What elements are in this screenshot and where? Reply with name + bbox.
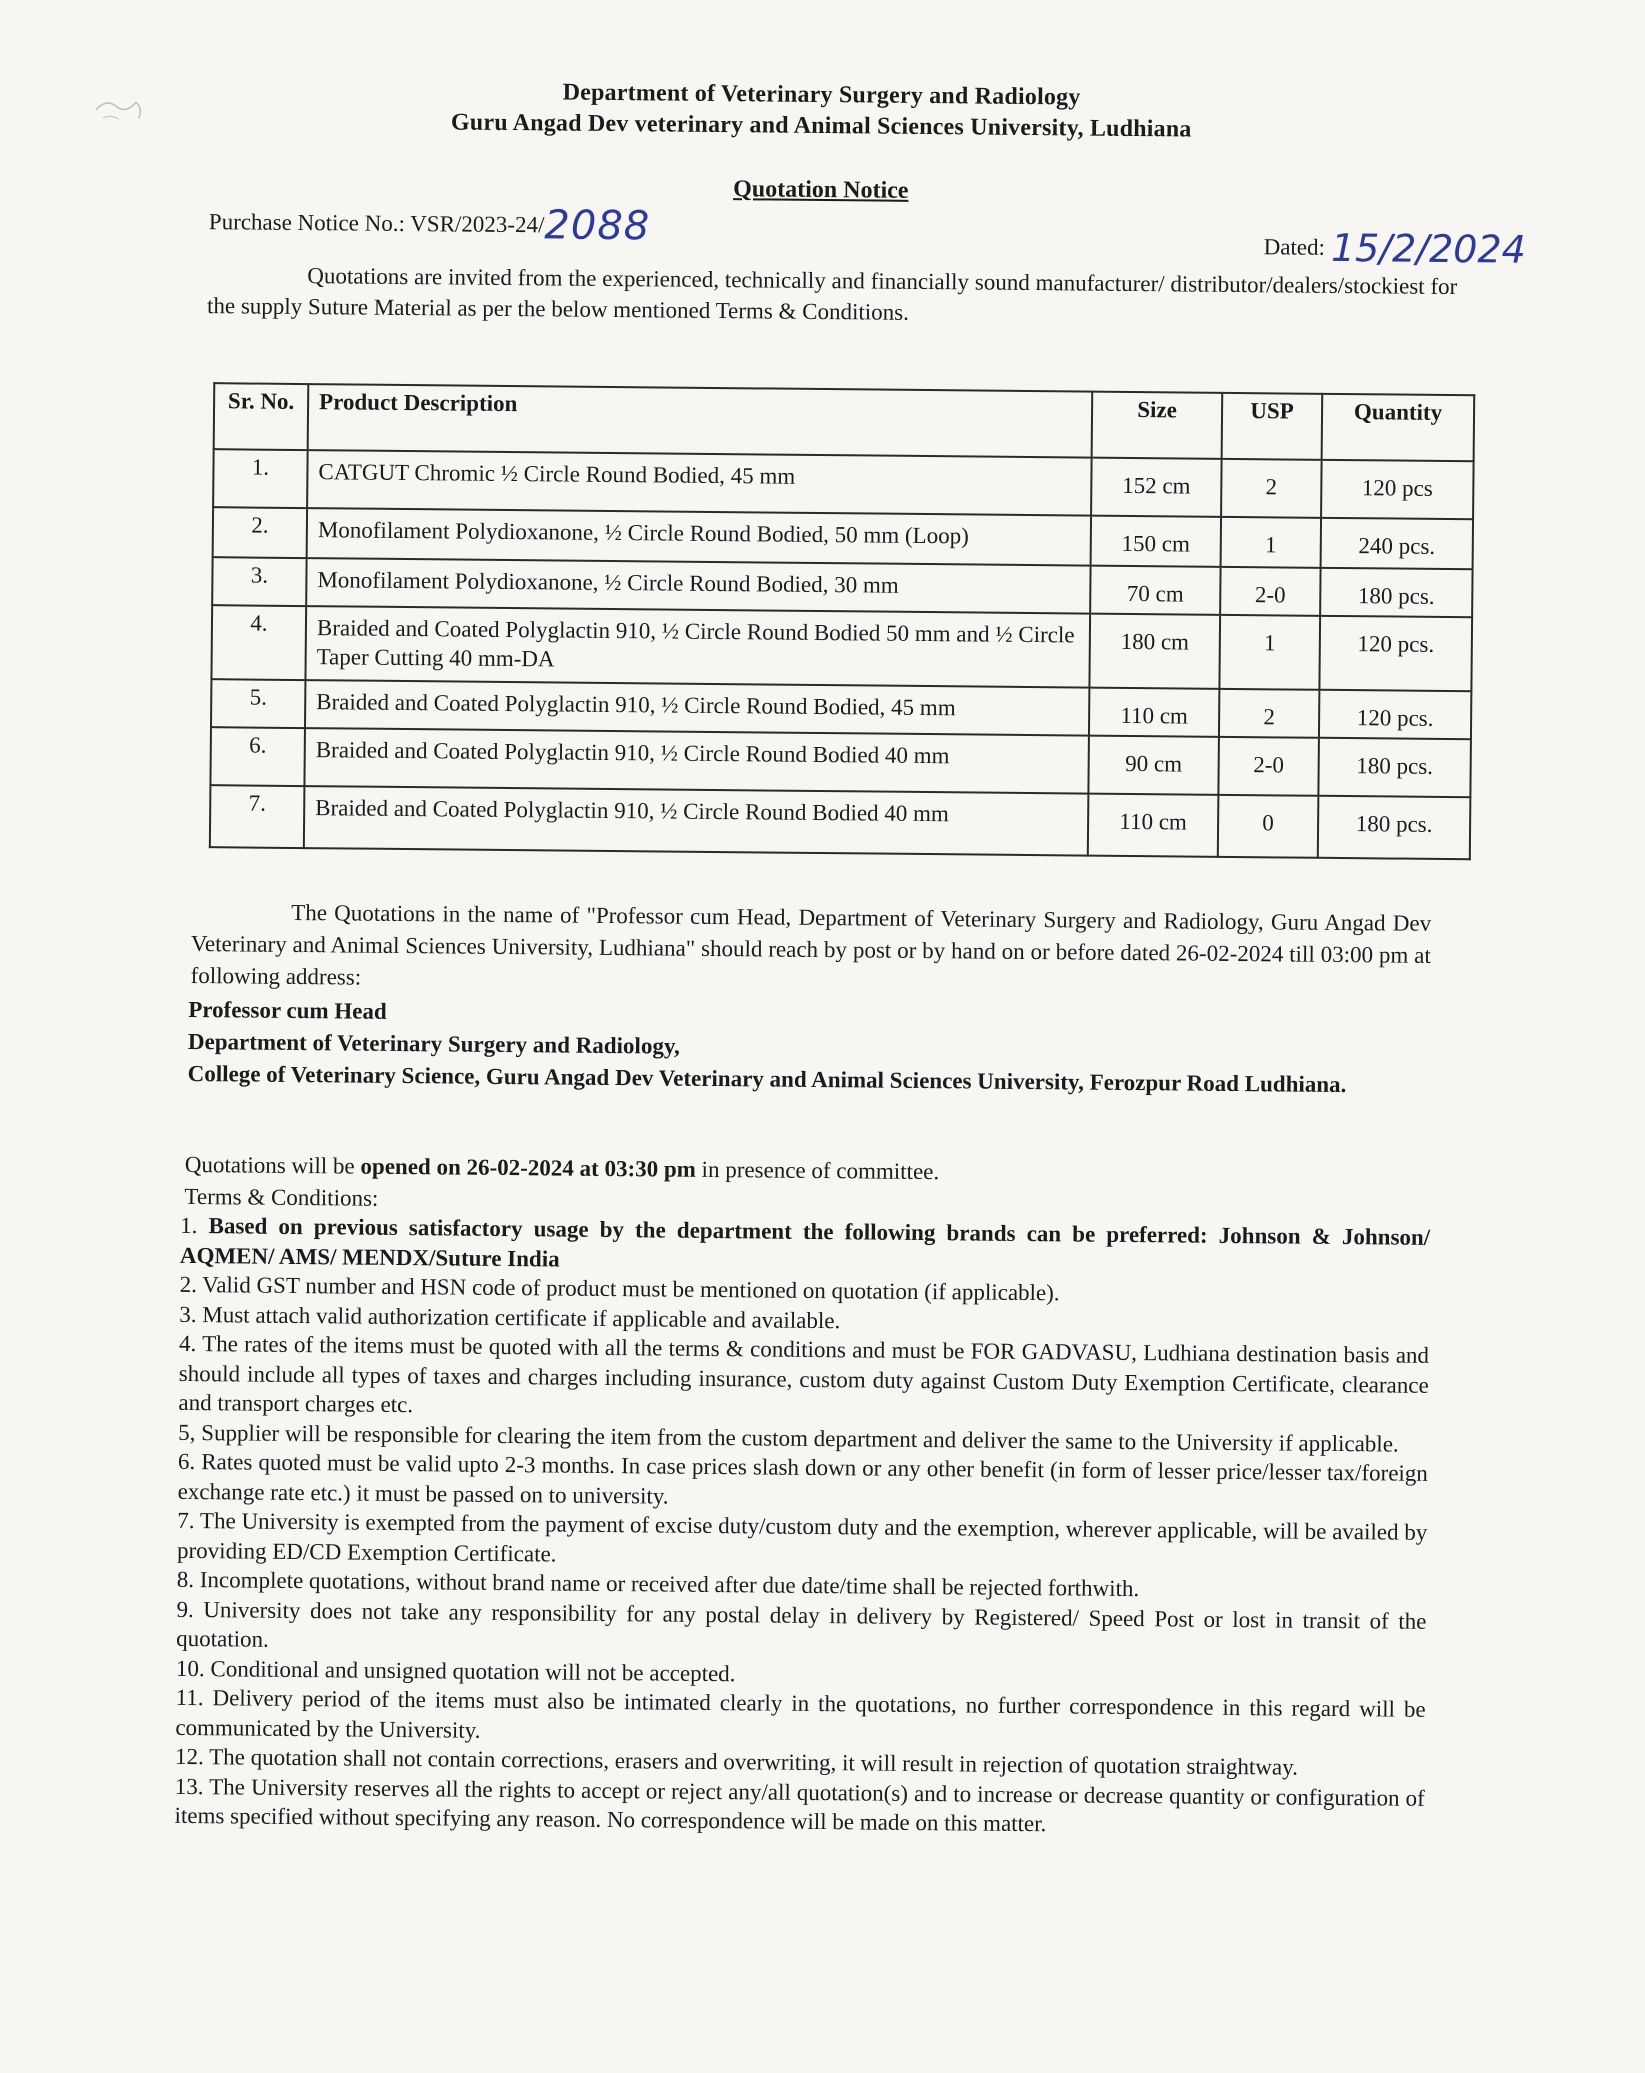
cell-sr-no: 6. — [210, 727, 305, 786]
items-table — [209, 382, 1475, 860]
cell-sr-no: 5. — [211, 679, 305, 728]
cell-sr-no: 4. — [211, 605, 306, 680]
term-item: 8. Incomplete quotations, without brand name or received after due date/time shall be rejected forthwith. — [176, 1566, 1140, 1602]
term-1-number: 1. — [180, 1212, 209, 1239]
cell-quantity: 120 pcs — [1321, 460, 1474, 519]
cell-description: CATGUT Chromic ½ Circle Round Bodied, 45 mm — [307, 450, 1092, 516]
term-item: 13. The University reserves all the rights to accept or reject any/all quotation(s) and to increase or decrease quantity or configuration of items specified without specifying any reason. No correspondence will be made on this matter. — [174, 1773, 1425, 1837]
table-row — [210, 785, 1471, 859]
table-header-row — [214, 383, 1475, 461]
cell-quantity: 180 pcs. — [1318, 796, 1471, 859]
header-size: Size — [1092, 392, 1223, 459]
cell-size: 180 cm — [1089, 614, 1220, 689]
cell-description: Braided and Coated Polyglactin 910, ½ Circle Round Bodied, 45 mm — [305, 680, 1089, 736]
cell-description: Monofilament Polydioxanone, ½ Circle Round Bodied, 30 mm — [306, 558, 1090, 614]
terms-heading: Terms & Conditions: — [184, 1183, 379, 1211]
cell-size: 110 cm — [1088, 794, 1219, 857]
purchase-notice-label: Purchase Notice No.: VSR/2023-24/ — [208, 209, 545, 238]
term-item: 12. The quotation shall not contain corrections, erasers and overwriting, it will result in rejection of quotation straightway. — [174, 1743, 1299, 1780]
submission-text: The Quotations in the name of "Professor cum Head, Department of Veterinary Surgery and Radiology, Guru Angad Dev Veterinary and Animal Sciences University, Ludhiana" should reach by post or by hand on or before dated 26-02-2024 till 03:00 pm at following address: — [190, 899, 1432, 990]
cell-sr-no: 3. — [212, 557, 306, 606]
header-sr-no: Sr. No. — [214, 383, 309, 450]
cell-sr-no: 2. — [213, 507, 307, 558]
term-item: 3. Must attach valid authorization certificate if applicable and available. — [179, 1301, 841, 1333]
cell-quantity: 180 pcs. — [1318, 738, 1471, 797]
term-item: 2. Valid GST number and HSN code of product must be mentioned on quotation (if applicable). — [179, 1271, 1060, 1306]
table-row — [211, 605, 1472, 691]
handwritten-date: 15/2/2024 — [1330, 225, 1527, 272]
term-item: 4. The rates of the items must be quoted with all the terms & conditions and must be FOR GADVASU, Ludhiana destination basis and should include all types of taxes and charges including insurance, custom duty against Custom Duty Exemption Certificate, clearance and transport charges etc. — [178, 1330, 1430, 1418]
submission-address — [188, 994, 1439, 1102]
term-item: 9. University does not take any responsibility for any postal delay in delivery by Registered/ Speed Post or lost in transit of the quotation. — [176, 1596, 1427, 1652]
header-product-description: Product Description — [308, 384, 1093, 458]
handwritten-notice-number: 2088 — [544, 202, 651, 250]
header-usp: USP — [1222, 393, 1323, 460]
header-quantity: Quantity — [1322, 394, 1475, 461]
purchase-notice-number — [208, 193, 651, 250]
cell-usp: 2 — [1219, 689, 1319, 738]
cell-size: 152 cm — [1091, 458, 1222, 517]
term-item: 6. Rates quoted must be valid upto 2-3 months. In case prices slash down or any other benefit (in form of lesser price/lesser tax/foreign exchange rate etc.) it must be passed on to university. — [177, 1448, 1429, 1509]
cell-size: 150 cm — [1091, 516, 1221, 567]
submission-paragraph — [190, 896, 1431, 1004]
address-line-2: Department of Veterinary Surgery and Radiology, — [187, 1028, 680, 1059]
university-heading: Guru Angad Dev veterinary and Animal Sciences University, Ludhiana — [450, 109, 1192, 143]
terms-list — [174, 1211, 1430, 1842]
cell-sr-no: 7. — [210, 785, 305, 848]
term-item: 5, Supplier will be responsible for clearing the item from the custom department and deliver the same to the University if applicable. — [178, 1419, 1399, 1457]
opening-suffix: in presence of committee. — [695, 1156, 940, 1185]
cell-usp: 2 — [1221, 459, 1322, 518]
notice-date — [1263, 219, 1527, 272]
dated-label: Dated: — [1263, 234, 1326, 260]
opening-prefix: Quotations will be — [184, 1151, 361, 1179]
address-line-3: College of Veterinary Science, Guru Angad Dev Veterinary and Animal Sciences University, Ferozpur Road Ludhiana. — [187, 1060, 1347, 1098]
cell-description: Braided and Coated Polyglactin 910, ½ Circle Round Bodied 40 mm — [304, 786, 1089, 856]
notice-title: Quotation Notice — [733, 176, 909, 204]
cell-usp: 1 — [1221, 517, 1321, 568]
address-line-1: Professor cum Head — [188, 996, 387, 1024]
opening-date-time: opened on 26-02-2024 at 03:30 pm — [360, 1153, 696, 1182]
intro-paragraph — [207, 259, 1458, 333]
cell-quantity: 240 pcs. — [1321, 518, 1473, 569]
cell-usp: 2-0 — [1220, 567, 1320, 616]
term-item: 7. The University is exempted from the payment of excise duty/custom duty and the exemption, wherever applicable, will be availed by providing ED/CD Exemption Certificate. — [176, 1507, 1428, 1567]
term-1-text: Based on previous satisfactory usage by the department the following brands can be preferred: Johnson & Johnson/ AQMEN/ AMS/ MENDX/Suture India — [179, 1213, 1431, 1272]
cell-usp: 1 — [1219, 615, 1320, 690]
cell-size: 110 cm — [1089, 688, 1219, 737]
cell-quantity: 120 pcs. — [1319, 616, 1472, 691]
cell-sr-no: 1. — [213, 449, 308, 508]
term-item: 11. Delivery period of the items must also be intimated clearly in the quotations, no further correspondence in this regard will be communicated by the University. — [175, 1684, 1426, 1743]
intro-text: Quotations are invited from the experienced, technically and financially sound manufacturer/ distributor/dealers/stockiest for the supply Suture Material as per the below mentioned Terms & Conditions. — [206, 263, 1458, 325]
cell-description: Braided and Coated Polyglactin 910, ½ Circle Round Bodied 40 mm — [304, 728, 1089, 794]
cell-size: 70 cm — [1090, 566, 1220, 615]
cell-description: Braided and Coated Polyglactin 910, ½ Circle Round Bodied 50 mm and ½ Circle Taper Cutting 40 mm-DA — [305, 606, 1090, 688]
cell-quantity: 120 pcs. — [1319, 690, 1471, 739]
term-item: 10. Conditional and unsigned quotation will not be accepted. — [175, 1655, 736, 1686]
cell-quantity: 180 pcs. — [1320, 568, 1472, 617]
cell-size: 90 cm — [1088, 736, 1219, 795]
cell-usp: 2-0 — [1218, 737, 1319, 796]
cell-description: Monofilament Polydioxanone, ½ Circle Round Bodied, 50 mm (Loop) — [307, 508, 1091, 566]
department-heading: Department of Veterinary Surgery and Radiology — [562, 79, 1081, 111]
cell-usp: 0 — [1218, 795, 1319, 858]
